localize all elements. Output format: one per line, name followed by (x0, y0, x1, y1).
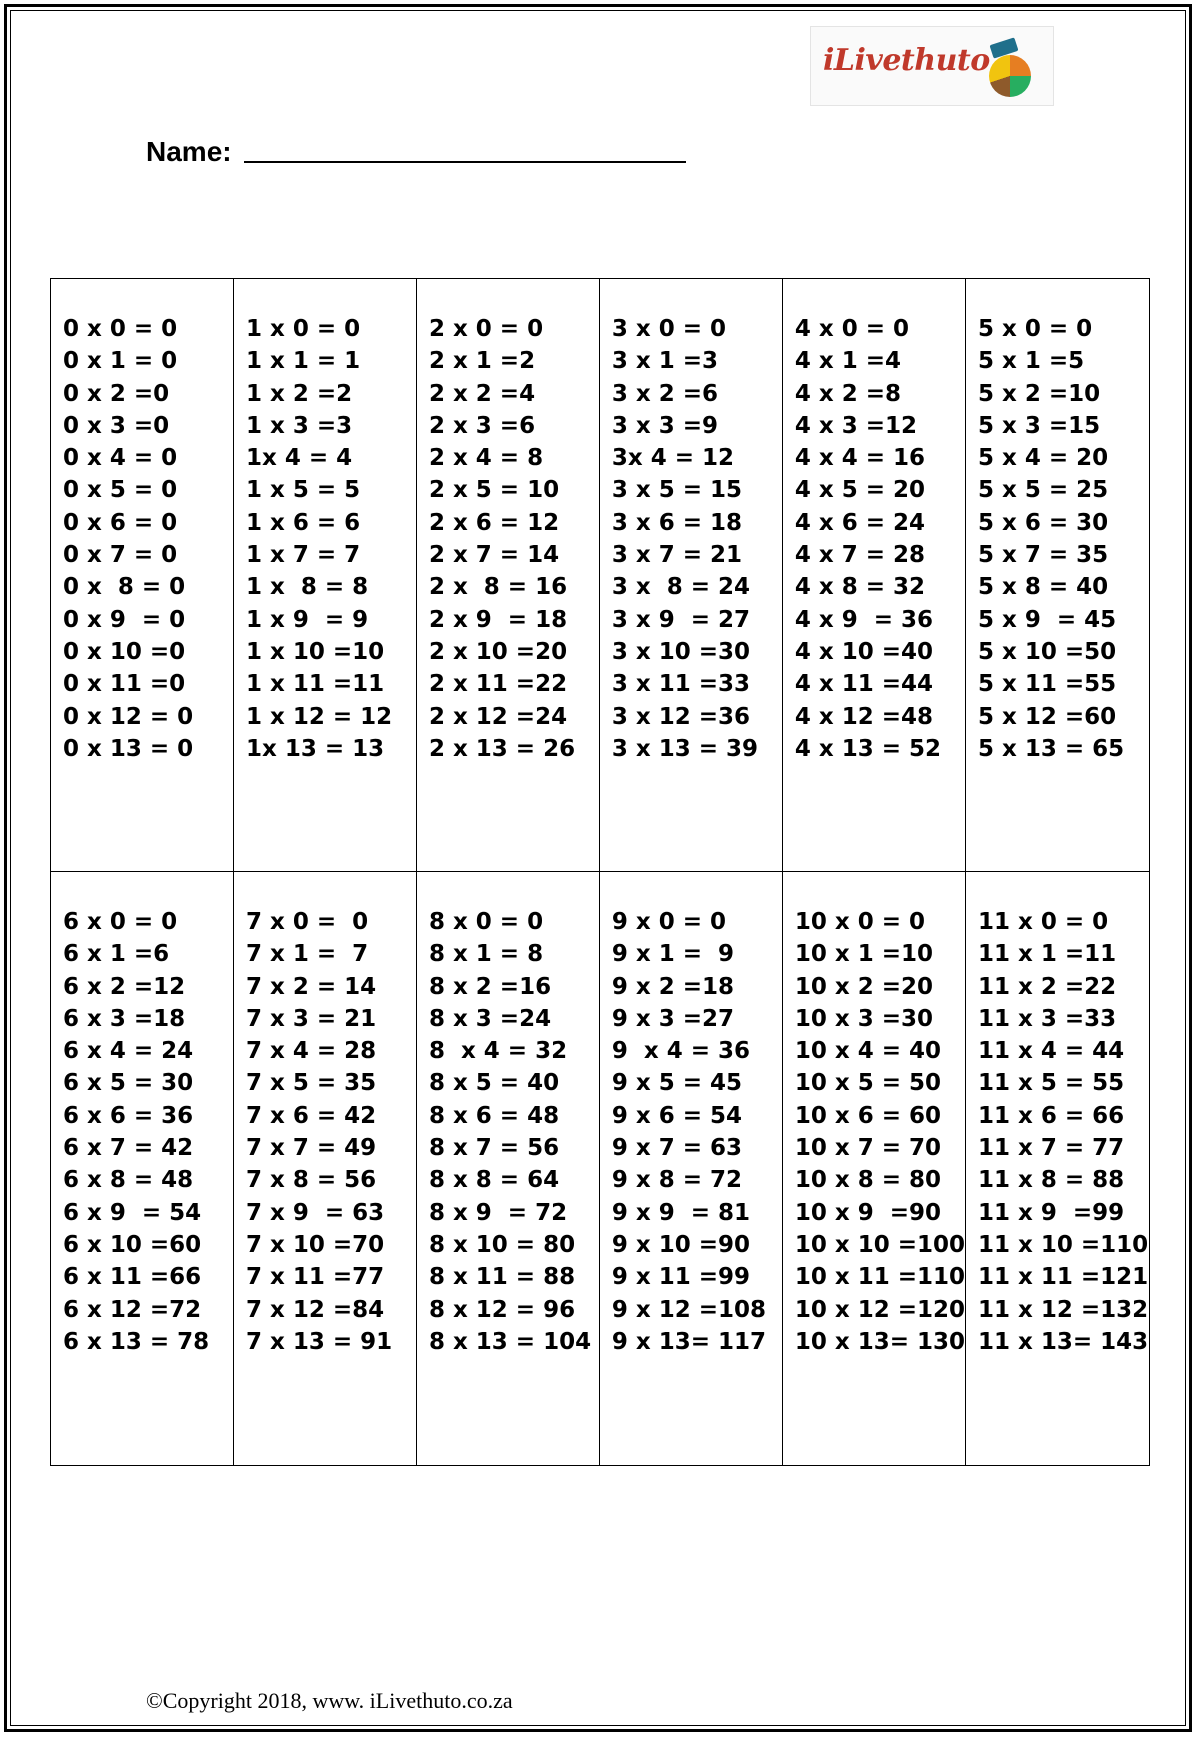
multiplication-fact: 4 x 2 =8 (794, 380, 902, 407)
multiplication-fact: 7 x 13 = 91 (245, 1328, 393, 1355)
multiplication-fact: 1 x 12 = 12 (245, 703, 393, 730)
multiplication-fact: 10 x 13= 130 (794, 1328, 966, 1355)
times-table-4 (783, 279, 966, 872)
multiplication-fact: 1 x 9 = 9 (245, 606, 369, 633)
multiplication-fact: 5 x 6 = 30 (978, 509, 1109, 536)
multiplication-fact: 9 x 9 = 81 (611, 1199, 751, 1226)
multiplication-fact: 1 x 1 = 1 (245, 348, 361, 375)
multiplication-fact: 3 x 0 = 0 (611, 316, 727, 342)
multiplication-fact: 0 x 13 = 0 (63, 735, 194, 762)
multiplication-fact: 7 x 7 = 49 (245, 1135, 377, 1162)
multiplication-fact: 9 x 11 =99 (611, 1264, 751, 1291)
multiplication-fact: 9 x 7 = 63 (611, 1135, 743, 1162)
multiplication-fact: 3x 4 = 12 (611, 445, 735, 472)
multiplication-fact: 2 x 4 = 8 (428, 445, 544, 472)
multiplication-fact: 4 x 4 = 16 (794, 445, 926, 472)
multiplication-fact: 3 x 12 =36 (611, 703, 751, 730)
multiplication-fact: 10 x 7 = 70 (794, 1135, 942, 1162)
multiplication-fact: 9 x 0 = 0 (611, 909, 727, 935)
multiplication-fact: 5 x 12 =60 (978, 703, 1117, 730)
multiplication-fact: 4 x 0 = 0 (794, 316, 910, 342)
multiplication-fact: 11 x 10 =110 (978, 1231, 1149, 1258)
name-field (146, 136, 686, 168)
multiplication-fact: 4 x 10 =40 (794, 638, 934, 665)
multiplication-fact: 0 x 2 =0 (63, 380, 170, 407)
multiplication-fact: 11 x 0 = 0 (978, 909, 1109, 935)
multiplication-fact: 2 x 13 = 26 (428, 735, 576, 762)
multiplication-fact: 7 x 12 =84 (245, 1296, 385, 1323)
multiplication-fact: 3 x 5 = 15 (611, 477, 743, 504)
multiplication-fact: 8 x 7 = 56 (428, 1135, 560, 1162)
multiplication-fact: 8 x 5 = 40 (428, 1070, 560, 1097)
times-table-7 (234, 872, 417, 1465)
multiplication-fact: 8 x 12 = 96 (428, 1296, 576, 1323)
times-table-3 (600, 279, 783, 872)
multiplication-fact: 7 x 5 = 35 (245, 1070, 377, 1097)
copyright-footer: ©Copyright 2018, www. iLivethuto.co.za (146, 1688, 513, 1713)
multiplication-fact: 10 x 11 =110 (794, 1264, 966, 1291)
multiplication-fact: 7 x 0 = 0 (245, 909, 369, 935)
multiplication-fact: 11 x 5 = 55 (978, 1070, 1125, 1097)
multiplication-fact: 8 x 1 = 8 (428, 941, 544, 968)
multiplication-fact: 6 x 10 =60 (63, 1231, 202, 1258)
times-table-10 (783, 872, 966, 1465)
multiplication-fact: 10 x 9 =90 (794, 1199, 942, 1226)
multiplication-fact: 9 x 10 =90 (611, 1231, 751, 1258)
multiplication-fact: 6 x 1 =6 (63, 941, 170, 968)
multiplication-fact: 7 x 2 = 14 (245, 973, 377, 1000)
multiplication-fact: 11 x 12 =132 (978, 1296, 1149, 1323)
multiplication-fact: 7 x 8 = 56 (245, 1167, 377, 1194)
multiplication-fact: 6 x 7 = 42 (63, 1135, 194, 1162)
multiplication-fact: 3 x 1 =3 (611, 348, 719, 375)
multiplication-fact: 6 x 3 =18 (63, 1005, 186, 1032)
multiplication-fact: 8 x 2 =16 (428, 973, 552, 1000)
multiplication-fact: 9 x 4 = 36 (611, 1038, 751, 1065)
logo-text: iLivethuto (823, 43, 990, 78)
multiplication-fact: 5 x 11 =55 (978, 671, 1117, 698)
multiplication-fact: 4 x 1 =4 (794, 348, 902, 375)
multiplication-fact: 5 x 13 = 65 (978, 735, 1125, 762)
multiplication-fact: 5 x 4 = 20 (978, 445, 1109, 472)
multiplication-fact: 6 x 8 = 48 (63, 1167, 194, 1194)
multiplication-fact: 7 x 4 = 28 (245, 1038, 377, 1065)
multiplication-fact: 0 x 12 = 0 (63, 703, 194, 730)
multiplication-fact: 5 x 5 = 25 (978, 477, 1109, 504)
multiplication-fact: 2 x 8 = 16 (428, 574, 568, 601)
multiplication-fact: 2 x 5 = 10 (428, 477, 560, 504)
multiplication-fact: 7 x 1 = 7 (245, 941, 369, 968)
multiplication-fact: 11 x 9 =99 (978, 1199, 1125, 1226)
multiplication-fact: 9 x 2 =18 (611, 973, 735, 1000)
multiplication-fact: 0 x 8 = 0 (63, 574, 186, 601)
multiplication-fact: 2 x 6 = 12 (428, 509, 560, 536)
multiplication-fact: 9 x 5 = 45 (611, 1070, 743, 1097)
multiplication-fact: 0 x 9 = 0 (63, 606, 186, 633)
times-table-0 (51, 279, 234, 872)
multiplication-fact: 10 x 8 = 80 (794, 1167, 942, 1194)
multiplication-fact: 0 x 7 = 0 (63, 542, 178, 569)
multiplication-fact: 4 x 12 =48 (794, 703, 934, 730)
multiplication-fact: 5 x 8 = 40 (978, 574, 1109, 601)
multiplication-fact: 2 x 1 =2 (428, 348, 536, 375)
multiplication-fact: 8 x 3 =24 (428, 1005, 552, 1032)
multiplication-fact: 4 x 6 = 24 (794, 509, 926, 536)
multiplication-fact: 8 x 0 = 0 (428, 909, 544, 935)
multiplication-fact: 3 x 8 = 24 (611, 574, 751, 601)
multiplication-fact: 1 x 8 = 8 (245, 574, 369, 601)
multiplication-fact: 1x 4 = 4 (245, 445, 353, 472)
multiplication-fact: 0 x 5 = 0 (63, 477, 178, 504)
times-table-5 (966, 279, 1149, 872)
multiplication-fact: 4 x 9 = 36 (794, 606, 934, 633)
times-table-11 (966, 872, 1149, 1465)
multiplication-fact: 0 x 0 = 0 (63, 316, 178, 342)
multiplication-fact: 6 x 12 =72 (63, 1296, 202, 1323)
multiplication-fact: 2 x 10 =20 (428, 638, 568, 665)
multiplication-fact: 10 x 0 = 0 (794, 909, 926, 935)
times-table-9 (600, 872, 783, 1465)
multiplication-fact: 11 x 4 = 44 (978, 1038, 1125, 1065)
multiplication-fact: 11 x 8 = 88 (978, 1167, 1125, 1194)
multiplication-fact: 1 x 3 =3 (245, 412, 353, 439)
multiplication-fact: 0 x 3 =0 (63, 412, 170, 439)
multiplication-fact: 6 x 5 = 30 (63, 1070, 194, 1097)
multiplication-fact: 3 x 13 = 39 (611, 735, 759, 762)
multiplication-fact: 5 x 3 =15 (978, 412, 1101, 439)
multiplication-fact: 4 x 13 = 52 (794, 735, 942, 762)
multiplication-fact: 1 x 7 = 7 (245, 542, 361, 569)
multiplication-fact: 11 x 3 =33 (978, 1005, 1117, 1032)
name-label: Name: (146, 136, 232, 167)
multiplication-fact: 10 x 3 =30 (794, 1005, 934, 1032)
times-table-6 (51, 872, 234, 1465)
multiplication-fact: 6 x 0 = 0 (63, 909, 178, 935)
times-table-2 (417, 279, 600, 872)
multiplication-fact: 10 x 4 = 40 (794, 1038, 942, 1065)
ilivethuto-logo (810, 26, 1054, 106)
multiplication-fact: 9 x 13= 117 (611, 1328, 767, 1355)
multiplication-fact: 10 x 12 =120 (794, 1296, 966, 1323)
multiplication-fact: 3 x 10 =30 (611, 638, 751, 665)
multiplication-fact: 7 x 11 =77 (245, 1264, 385, 1291)
multiplication-fact: 2 x 11 =22 (428, 671, 568, 698)
multiplication-fact: 8 x 10 = 80 (428, 1231, 576, 1258)
multiplication-fact: 4 x 7 = 28 (794, 542, 926, 569)
multiplication-fact: 2 x 0 = 0 (428, 316, 544, 342)
multiplication-fact: 5 x 10 =50 (978, 638, 1117, 665)
multiplication-fact: 0 x 4 = 0 (63, 445, 178, 472)
times-tables-grid (50, 278, 1150, 1466)
multiplication-fact: 9 x 6 = 54 (611, 1102, 743, 1129)
multiplication-fact: 3 x 6 = 18 (611, 509, 743, 536)
multiplication-fact: 4 x 5 = 20 (794, 477, 926, 504)
multiplication-fact: 0 x 11 =0 (63, 671, 186, 698)
multiplication-fact: 10 x 10 =100 (794, 1231, 966, 1258)
multiplication-fact: 1x 13 = 13 (245, 735, 385, 762)
multiplication-fact: 11 x 11 =121 (978, 1264, 1149, 1291)
multiplication-fact: 11 x 1 =11 (978, 941, 1117, 968)
multiplication-fact: 1 x 6 = 6 (245, 509, 361, 536)
multiplication-fact: 2 x 3 =6 (428, 412, 536, 439)
multiplication-fact: 10 x 2 =20 (794, 973, 934, 1000)
multiplication-fact: 8 x 4 = 32 (428, 1038, 568, 1065)
multiplication-fact: 0 x 10 =0 (63, 638, 186, 665)
multiplication-fact: 9 x 1 = 9 (611, 941, 735, 968)
multiplication-fact: 3 x 7 = 21 (611, 542, 743, 569)
multiplication-fact: 7 x 10 =70 (245, 1231, 385, 1258)
multiplication-fact: 10 x 1 =10 (794, 941, 934, 968)
multiplication-fact: 5 x 9 = 45 (978, 606, 1117, 633)
multiplication-fact: 6 x 11 =66 (63, 1264, 202, 1291)
multiplication-fact: 6 x 9 = 54 (63, 1199, 202, 1226)
multiplication-fact: 8 x 6 = 48 (428, 1102, 560, 1129)
multiplication-fact: 1 x 11 =11 (245, 671, 385, 698)
multiplication-fact: 1 x 2 =2 (245, 380, 353, 407)
multiplication-fact: 7 x 3 = 21 (245, 1005, 377, 1032)
multiplication-fact: 4 x 3 =12 (794, 412, 918, 439)
multiplication-fact: 6 x 6 = 36 (63, 1102, 194, 1129)
multiplication-fact: 6 x 2 =12 (63, 973, 186, 1000)
multiplication-fact: 0 x 1 = 0 (63, 348, 178, 375)
multiplication-fact: 3 x 2 =6 (611, 380, 719, 407)
multiplication-fact: 4 x 11 =44 (794, 671, 934, 698)
globe-icon (989, 55, 1031, 97)
multiplication-fact: 2 x 9 = 18 (428, 606, 568, 633)
multiplication-fact: 11 x 2 =22 (978, 973, 1117, 1000)
times-table-8 (417, 872, 600, 1465)
multiplication-fact: 1 x 5 = 5 (245, 477, 361, 504)
multiplication-fact: 10 x 5 = 50 (794, 1070, 942, 1097)
multiplication-fact: 8 x 9 = 72 (428, 1199, 568, 1226)
multiplication-fact: 3 x 3 =9 (611, 412, 719, 439)
multiplication-fact: 10 x 6 = 60 (794, 1102, 942, 1129)
multiplication-fact: 9 x 12 =108 (611, 1296, 767, 1323)
multiplication-fact: 8 x 13 = 104 (428, 1328, 592, 1355)
multiplication-fact: 1 x 10 =10 (245, 638, 385, 665)
multiplication-fact: 5 x 2 =10 (978, 380, 1101, 407)
multiplication-fact: 9 x 3 =27 (611, 1005, 735, 1032)
multiplication-fact: 11 x 6 = 66 (978, 1102, 1125, 1129)
multiplication-fact: 7 x 6 = 42 (245, 1102, 377, 1129)
multiplication-fact: 9 x 8 = 72 (611, 1167, 743, 1194)
multiplication-fact: 3 x 11 =33 (611, 671, 751, 698)
multiplication-fact: 11 x 13= 143 (978, 1328, 1149, 1355)
multiplication-fact: 1 x 0 = 0 (245, 316, 361, 342)
multiplication-fact: 6 x 4 = 24 (63, 1038, 194, 1065)
multiplication-fact: 2 x 7 = 14 (428, 542, 560, 569)
times-table-1 (234, 279, 417, 872)
multiplication-fact: 7 x 9 = 63 (245, 1199, 385, 1226)
multiplication-fact: 8 x 11 = 88 (428, 1264, 576, 1291)
multiplication-fact: 5 x 1 =5 (978, 348, 1085, 375)
multiplication-fact: 11 x 7 = 77 (978, 1135, 1125, 1162)
multiplication-fact: 3 x 9 = 27 (611, 606, 751, 633)
multiplication-fact: 8 x 8 = 64 (428, 1167, 560, 1194)
multiplication-fact: 5 x 0 = 0 (978, 316, 1093, 342)
multiplication-fact: 6 x 13 = 78 (63, 1328, 210, 1355)
multiplication-fact: 2 x 2 =4 (428, 380, 536, 407)
multiplication-fact: 0 x 6 = 0 (63, 509, 178, 536)
multiplication-fact: 5 x 7 = 35 (978, 542, 1109, 569)
multiplication-fact: 4 x 8 = 32 (794, 574, 926, 601)
name-write-line[interactable] (244, 161, 686, 163)
multiplication-fact: 2 x 12 =24 (428, 703, 568, 730)
